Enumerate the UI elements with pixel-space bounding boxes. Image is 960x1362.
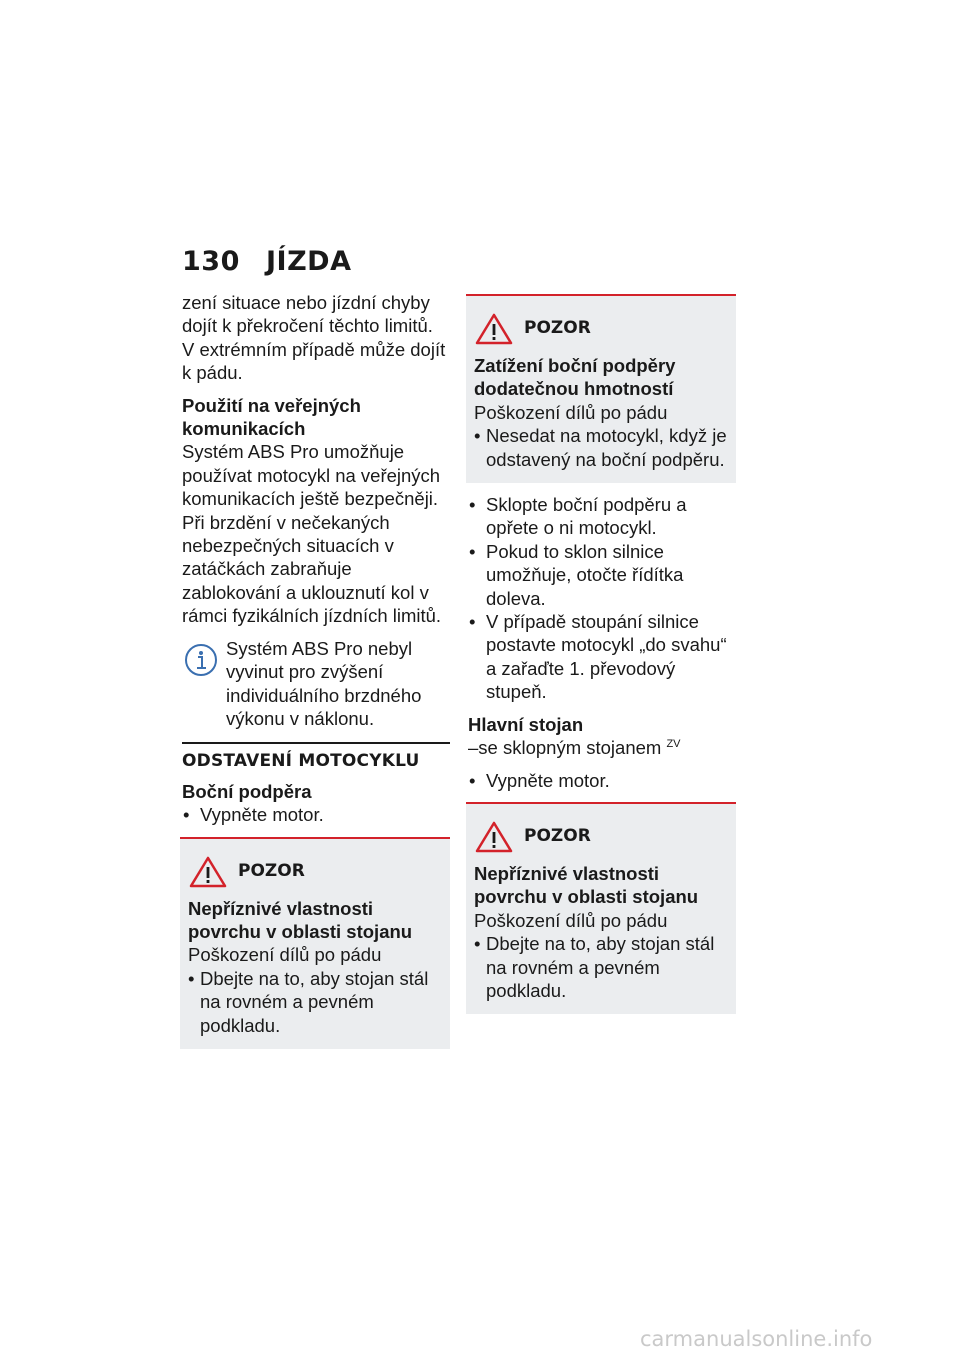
warning-header (188, 851, 442, 893)
warning-subtitle: Poškození dílů po pádu (474, 909, 668, 931)
watermark: carmanualsonline.info (640, 1327, 873, 1351)
list-item: • Sklopte boční podpěru a opřete o ni motocykl. (468, 493, 736, 540)
warning-title: Nepříznivé vlastnosti povrchu v oblasti stojanu (188, 897, 413, 942)
warning-box (466, 802, 736, 1014)
warning-bullet: • Nesedat na motocykl, když je odstavený na boční podpěru. (474, 424, 728, 471)
public-heading: Použití na veřejných komunikacích (182, 394, 361, 440)
section-title: ODSTAVENÍ MOTOCYKLU (182, 742, 450, 773)
page-header (182, 246, 351, 278)
main-stand-heading: Hlavní stojan (468, 713, 584, 735)
public-text: Systém ABS Pro umožňuje používat motocykl na veřejných komunikacích ještě bezpečněji. Při brzdění v nečekaných nebezpečných situacích v zatáčkách zabraňuje zablokování a uklouznutí kol v rámci fyzikálních jízdních limitů. (182, 441, 442, 627)
warning-icon (474, 312, 514, 346)
list-item: • Vypněte motor. (182, 803, 450, 826)
warning-bullet: • Dbejte na to, aby stojan stál na rovném a pevném podkladu. (188, 967, 442, 1037)
warning-header (474, 308, 728, 350)
warning-label: POZOR (524, 318, 591, 339)
warning-label: POZOR (238, 860, 305, 881)
list-item: • V případě stoupání silnice postavte motocykl „do svahu“ a zařaďte 1. převodový stupeň. (468, 610, 736, 704)
warning-bullet: • Dbejte na to, aby stojan stál na rovném a pevném podkladu. (474, 932, 728, 1002)
intro-text: zení situace nebo jízdní chyby dojít k překročení těchto limitů. V extrémním případě může dojít k pádu. (182, 292, 446, 384)
side-stand-heading: Boční podpěra (182, 780, 312, 802)
warning-subtitle: Poškození dílů po pádu (474, 401, 668, 423)
warning-label: POZOR (524, 826, 591, 847)
warning-header (474, 816, 728, 858)
list-item: • Vypněte motor. (468, 769, 736, 792)
info-icon (184, 643, 218, 677)
right-column (468, 291, 736, 1024)
warning-box (180, 837, 450, 1049)
list-item: • Pokud to sklon silnice umožňuje, otočte řídítka doleva. (468, 540, 736, 610)
main-stand-sub (468, 736, 736, 759)
warning-icon (474, 820, 514, 854)
info-note (182, 637, 450, 731)
warning-title: Zatížení boční podpěry dodatečnou hmotností (474, 355, 676, 400)
main-stand-sup: ZV (666, 738, 681, 751)
info-text: Systém ABS Pro nebyl vyvinut pro zvýšení individuálního brzdného výkonu v náklonu. (226, 637, 422, 729)
warning-title: Nepříznivé vlastnosti povrchu v oblasti stojanu (474, 862, 699, 908)
left-column (182, 291, 450, 1059)
warning-subtitle: Poškození dílů po pádu (188, 944, 382, 966)
warning-box (466, 294, 736, 483)
warning-icon (188, 855, 228, 889)
page-number: 130 (182, 246, 240, 277)
main-stand-sub-text: –se sklopným stojanem (468, 737, 662, 759)
chapter-title: JÍZDA (266, 246, 352, 277)
